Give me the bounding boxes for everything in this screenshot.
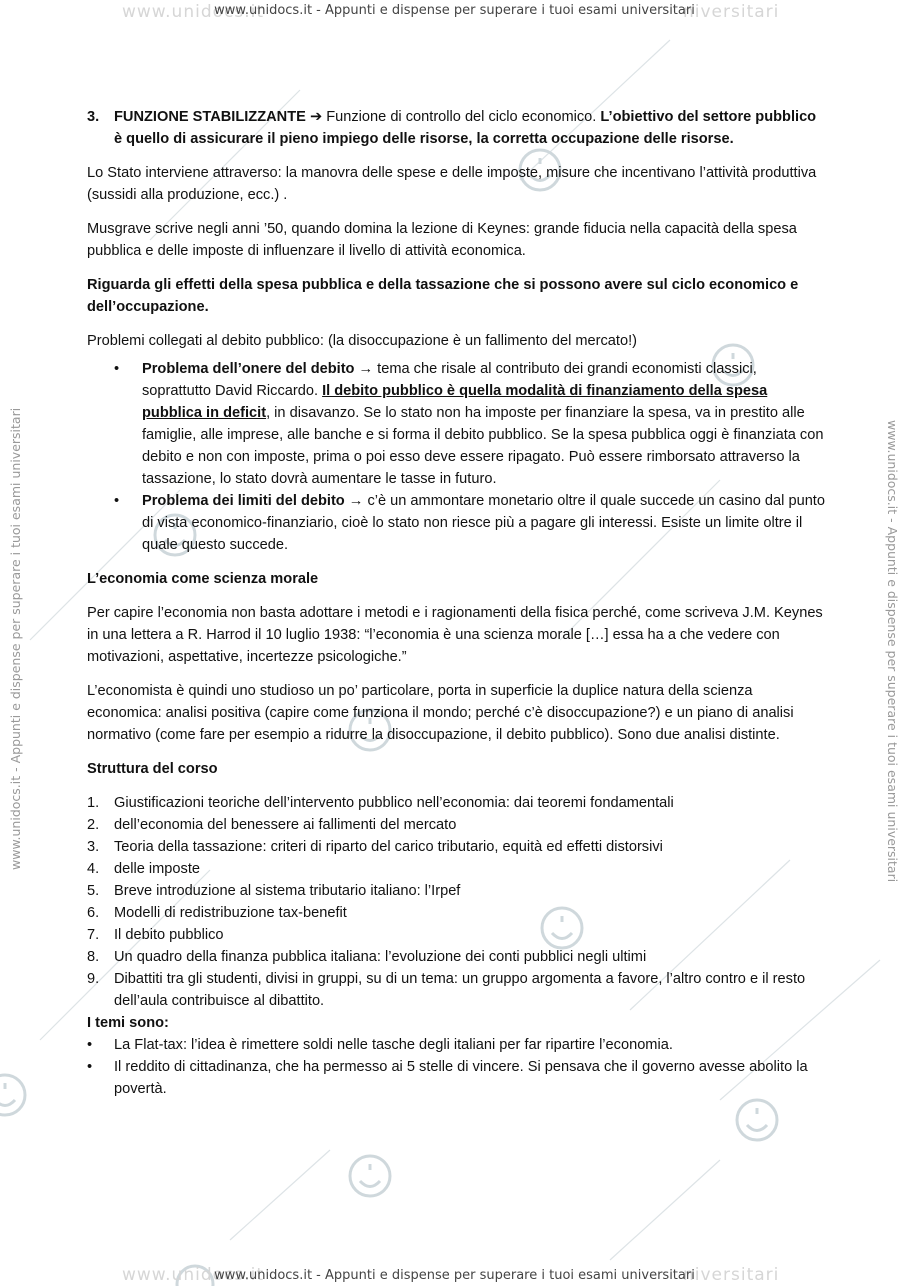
section-heading: L’economia come scienza morale [87, 571, 319, 587]
watermark-ghost-text: niversitari [683, 1265, 780, 1285]
bullet-text: c’è un ammontare monetario oltre il quale succede un casino dal punto di vista economico-finanziario, cioè lo stato non riesce più a pagare gli interessi. Esiste un limite oltre il quale questo succede. [142, 493, 825, 553]
paragraph-bold: Riguarda gli effetti della spesa pubblica e della tassazione che si possono avere sul ciclo economico e dell’occupazione. [87, 277, 799, 315]
paragraph: Musgrave scrive negli anni ’50, quando domina la lezione di Keynes: grande fiducia nella capacità della spesa pubblica e delle imposte di influenzare il livello di attività economica. [87, 221, 797, 259]
watermark-ghost-text: www.unidocs.it [122, 2, 265, 22]
document-body [87, 106, 827, 1100]
side-watermark-right: www.unidocs.it - Appunti e dispense per superare i tuoi esami universitari [885, 420, 900, 883]
section-number: 3. [87, 109, 100, 125]
header-watermark: www.unidocs.it - Appunti e dispense per superare i tuoi esami universitari [214, 3, 695, 18]
list-item: 9. Dibattiti tra gli studenti, divisi in gruppi, su di un tema: un gruppo argomenta a favore, l’altro contro e il resto dell’aula contribuisce al dibattito. [87, 971, 806, 1009]
list-item: 8. Un quadro della finanza pubblica italiana: l’evoluzione dei conti pubblici negli ultimi [87, 949, 647, 965]
list-item: 5. Breve introduzione al sistema tributario italiano: l’Irpef [87, 883, 461, 899]
arrow-icon: → [344, 493, 368, 509]
watermark-ghost-text: niversitari [683, 2, 780, 22]
unidocs-smiley-icon [737, 1100, 777, 1140]
paragraph: Per capire l’economia non basta adottare i metodi e i ragionamenti della fisica perché, come scriveva J.M. Keynes in una lettera a R. Harrod il 10 luglio 1938: “l’economia è una scienza morale […] essa ha a che vedere con motivazioni, aspettative, incertezze psicologiche.” [87, 605, 823, 665]
bullet-text: tema che risale al contributo dei grandi economisti classici, soprattutto David Riccardo. [142, 361, 757, 399]
bullet-text: , in disavanzo. Se lo stato non ha imposte per finanziare la spesa, va in prestito alle famiglie, alle imprese, alle banche e si forma il debito pubblico. Se la spesa pubblica oggi è finanziata con debito e non con imposte, prima o poi esso deve essere ripagato. Può essere rimborsato attraverso la tassazione, lo stato dovrà aumentare le tasse in futuro. [142, 405, 824, 487]
side-watermark-left: www.unidocs.it - Appunti e dispense per superare i tuoi esami universitari [8, 407, 23, 870]
list-item [87, 358, 827, 490]
topics-heading: I temi sono: [87, 1015, 169, 1031]
bullet-title: Problema dei limiti del debito [142, 493, 345, 509]
list-item: 2. dell’economia del benessere ai fallimenti del mercato [87, 817, 457, 833]
bullet-icon: • [87, 1037, 93, 1053]
bullet-underlined: Il debito pubblico è quella modalità di finanziamento della spesa pubblica in deficit [142, 383, 768, 421]
list-item: 3. Teoria della tassazione: criteri di riparto del carico tributario, equità ed effetti distorsivi [87, 839, 663, 855]
debt-problems-list [87, 358, 827, 556]
list-item [87, 490, 827, 556]
unidocs-smiley-icon [0, 1075, 25, 1115]
paragraph: L’economista è quindi uno studioso un po’ particolare, porta in superficie la duplice natura della scienza economica: analisi positiva (capire come funziona il mondo; perché c’è disoccupazione?) e un piano di analisi normativo (come fare per esempio a ridurre la disoccupazione, il debito pubblico). Sono due analisi distinte. [87, 683, 794, 743]
paragraph: Lo Stato interviene attraverso: la manovra delle spese e delle imposte, misure che incentivano l’attività produttiva (sussidi alla produzione, ecc.) . [87, 165, 817, 203]
list-item: 4. delle imposte [87, 861, 200, 877]
list-item: 7. Il debito pubblico [87, 927, 224, 943]
section-desc: Funzione di controllo del ciclo economico. [322, 109, 601, 125]
bullet-icon: • [114, 361, 120, 377]
section-heading: Struttura del corso [87, 761, 218, 777]
footer-watermark: www.unidocs.it - Appunti e dispense per superare i tuoi esami universitari [214, 1268, 695, 1283]
unidocs-smiley-icon [350, 1156, 390, 1196]
arrow-icon: ➔ [309, 109, 323, 125]
list-item: • Il reddito di cittadinanza, che ha permesso ai 5 stelle di vincere. Si pensava che il governo avesse abolito la povertà. [87, 1056, 827, 1100]
course-structure-list [87, 792, 827, 1012]
bullet-title: Problema dell’onere del debito [142, 361, 355, 377]
section-title: FUNZIONE STABILIZZANTE [114, 109, 306, 125]
list-item: 1. Giustificazioni teoriche dell’intervento pubblico nell’economia: dai teoremi fondamentali [87, 795, 674, 811]
section-stabilizing-function [87, 106, 827, 150]
section-desc-bold: L’obiettivo del settore pubblico è quello di assicurare il pieno impiego delle risorse, la corretta occupazione delle risorse. [114, 109, 817, 147]
bullet-icon: • [87, 1059, 93, 1075]
list-item: • La Flat-tax: l’idea è rimettere soldi nelle tasche degli italiani per far ripartire l’economia. [87, 1034, 827, 1056]
bullet-icon: • [114, 493, 120, 509]
topics-list [87, 1034, 827, 1100]
arrow-icon: → [354, 361, 378, 377]
watermark-ghost-text: www.unidocs.it [122, 1265, 265, 1285]
list-item: 6. Modelli di redistribuzione tax-benefit [87, 905, 347, 921]
paragraph: Problemi collegati al debito pubblico: (la disoccupazione è un fallimento del mercato!) [87, 333, 638, 349]
